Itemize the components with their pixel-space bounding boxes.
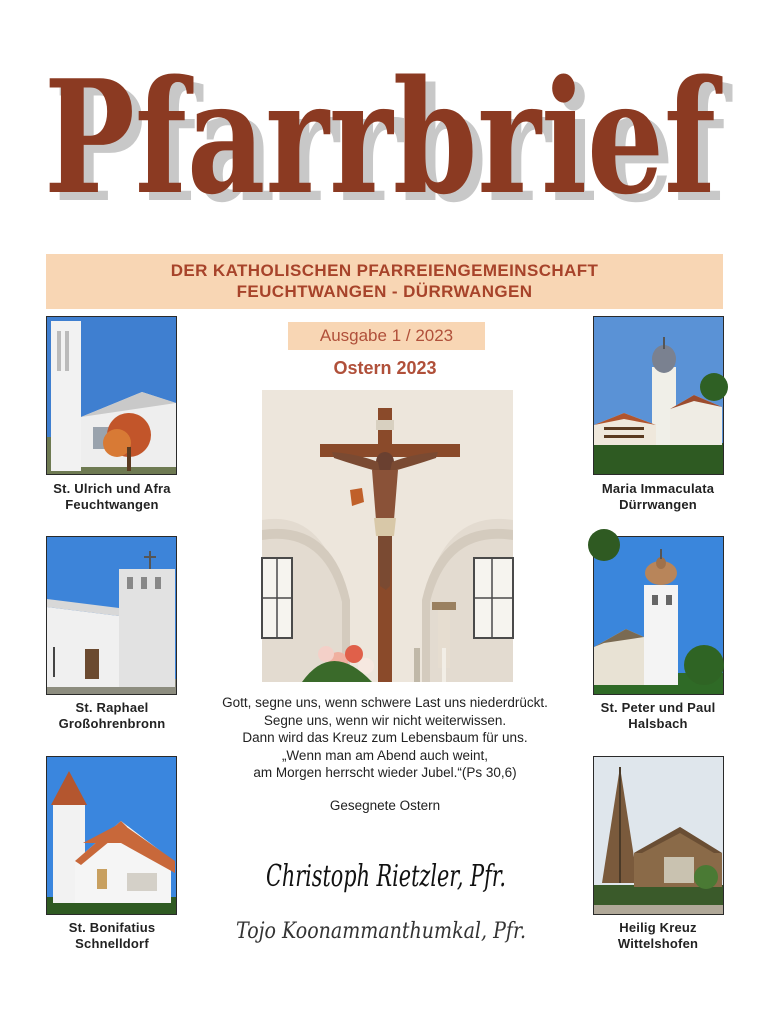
- verse-line: „Wenn man am Abend auch weint,: [281, 747, 489, 763]
- verse-line: am Morgen herrscht wieder Jubel.“(Ps 30,6): [253, 765, 517, 780]
- signature-1: [262, 846, 512, 902]
- photo-maria-immaculata: [593, 316, 724, 475]
- caption-place: Wittelshofen: [617, 936, 699, 951]
- caption-place: Schnelldorf: [75, 936, 149, 951]
- caption-place: Dürrwangen: [619, 497, 697, 512]
- caption-heilig-kreuz: [578, 920, 738, 952]
- issue-label: Ausgabe 1 / 2023: [288, 322, 485, 350]
- photo-st-bonifatius: [46, 756, 177, 915]
- caption-place: Feuchtwangen: [65, 497, 159, 512]
- greeting-text: Gesegnete Ostern: [329, 798, 441, 813]
- caption-name: St. Peter und Paul: [600, 700, 716, 715]
- verse-line: Gott, segne uns, wenn schwere Last uns niederdrückt.: [222, 695, 548, 710]
- masthead-title-shadow: Pfarrbrief: [54, 54, 733, 237]
- subtitle-line-1: DER KATHOLISCHEN PFARREIENGEMEINSCHAFT: [170, 261, 599, 280]
- caption-name: St. Ulrich und Afra: [53, 481, 171, 496]
- signature-1-text: Christoph Rietzler, Pfr.: [266, 859, 506, 894]
- verse-line: Dann wird das Kreuz zum Lebensbaum für uns.: [242, 730, 528, 745]
- photo-heilig-kreuz: [593, 756, 724, 915]
- caption-place: Großohrenbronn: [58, 716, 166, 731]
- issue-title: Ostern 2023: [333, 358, 437, 378]
- caption-name: Maria Immaculata: [601, 481, 715, 496]
- photo-st-peter-und-paul: [593, 536, 724, 695]
- caption-maria-immaculata: [578, 481, 738, 513]
- caption-name: St. Bonifatius: [68, 920, 156, 935]
- caption-st-ulrich-und-afra: [32, 481, 192, 513]
- verse-line: Segne uns, wenn wir nicht weiterwissen.: [263, 712, 507, 728]
- caption-st-peter-und-paul: [578, 700, 738, 732]
- caption-name: Heilig Kreuz: [619, 920, 697, 935]
- subtitle-line-2: FEUCHTWANGEN - DÜRRWANGEN: [236, 282, 533, 301]
- photo-crucifix: [262, 390, 513, 682]
- signature-2-text: Tojo Koonammanthumkal, Pfr.: [236, 919, 526, 944]
- caption-st-bonifatius: [32, 920, 192, 952]
- caption-st-raphael: [32, 700, 192, 732]
- masthead-title: [32, 12, 738, 248]
- photo-st-ulrich-und-afra: [46, 316, 177, 475]
- photo-st-raphael: [46, 536, 177, 695]
- signature-2: [232, 908, 532, 954]
- caption-place: Halsbach: [628, 716, 688, 731]
- caption-name: St. Raphael: [75, 700, 149, 715]
- masthead-title-text: Pfarrbrief: [44, 46, 723, 229]
- subtitle-band: [46, 254, 723, 309]
- verse-block: [200, 694, 570, 782]
